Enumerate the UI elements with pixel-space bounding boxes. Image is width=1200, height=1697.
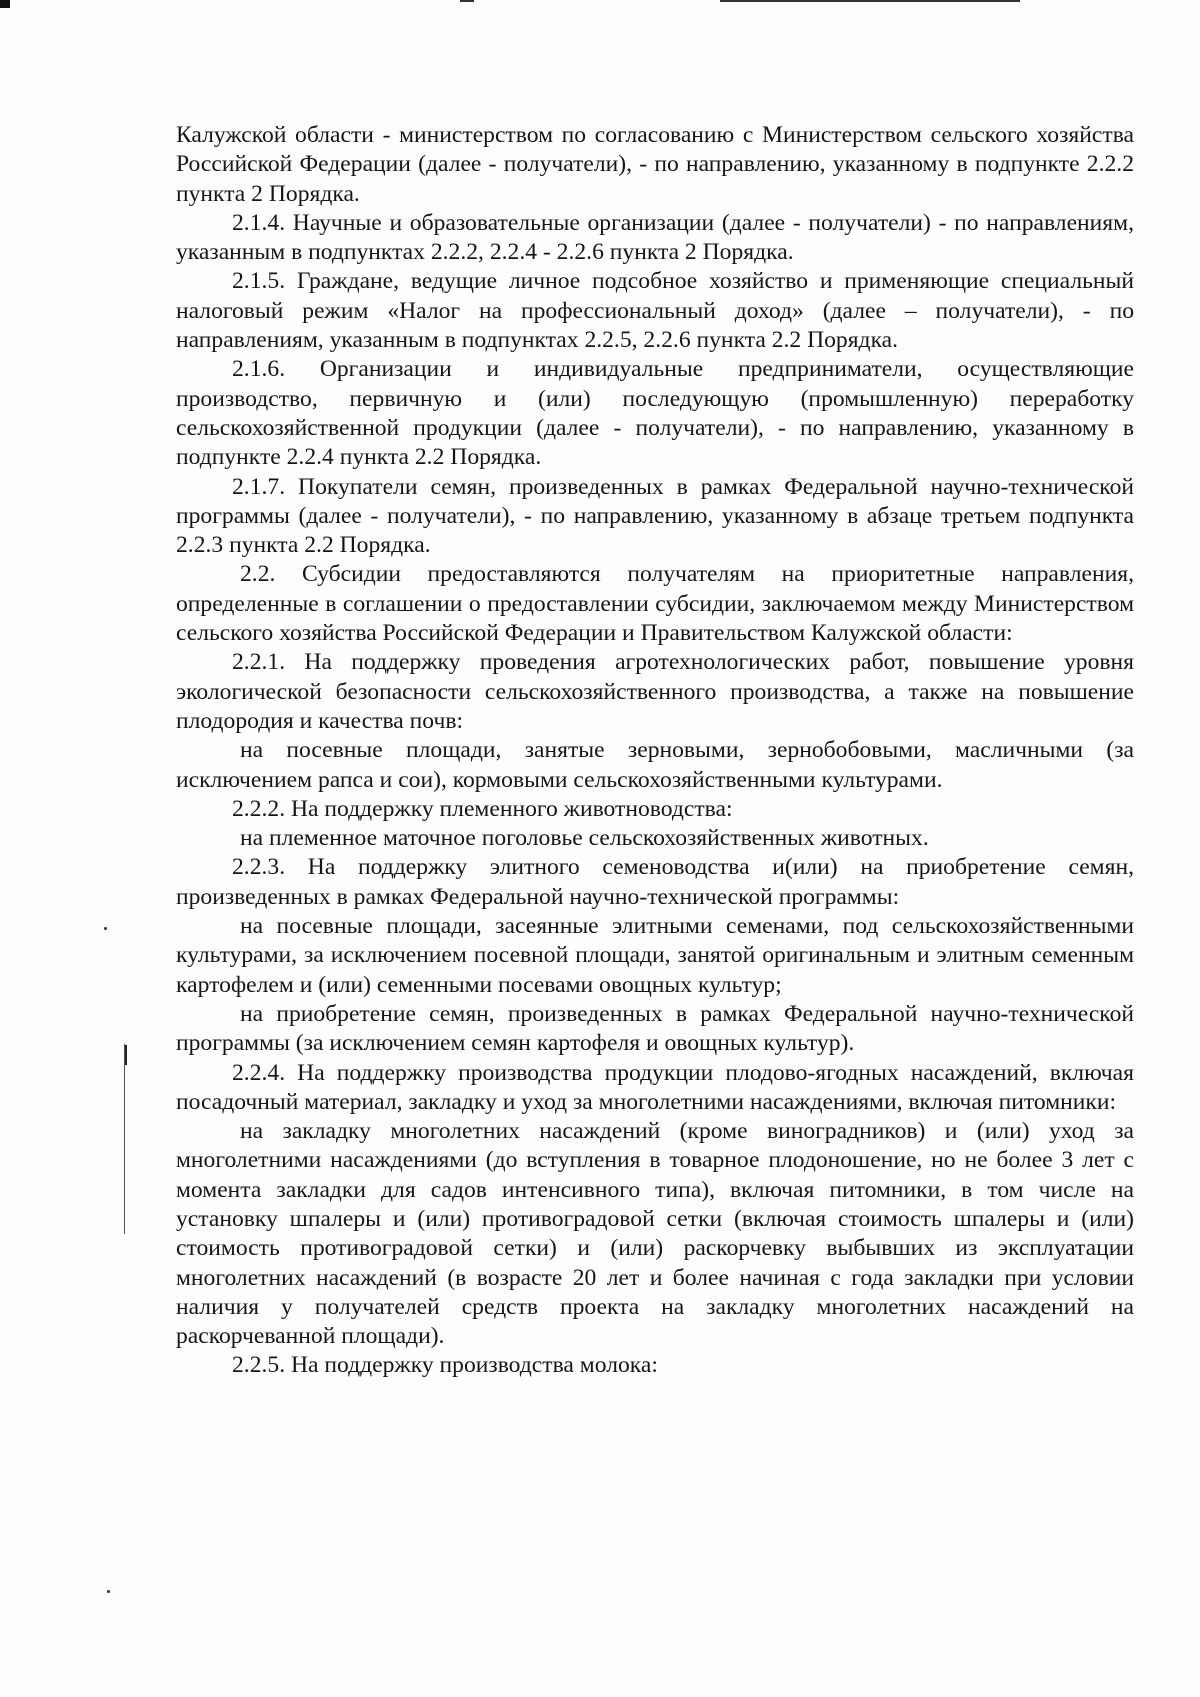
paragraph: на закладку многолетних насаждений (кроме виноградников) и (или) уход за многолетними насаждениями (до вступления в товарное плодоношение, но не более 3 лет с момента закладки для садов интенсивного типа), включая питомники, в том числе на установку шпалеры и (или) противоградовой сетки (включая стоимость шпалеры и (или) стоимость противоградовой сетки) и (или) раскорчевку выбывших из эксплуатации многолетних насаждений (в возрасте 20 лет и более начиная с года закладки при условии наличия у получателей средств проекта на закладку многолетних насаждений на раскорчеванной площади). — [176, 1118, 1134, 1350]
scan-artifact-left-line — [124, 1044, 125, 1234]
paragraph: 2.2.5. На поддержку производства молока: — [232, 1352, 658, 1379]
paragraph: 2.2.3. На поддержку элитного семеноводства и(или) на приобретение семян, произведенных в рамках Федеральной научно-технической программы: — [176, 854, 1134, 910]
paragraph: Калужской области - министерством по согласованию с Министерством сельского хозяйства Российской Федерации (далее - получатели), - по направлению, указанному в подпункте 2.2.2 пункта 2 Порядка. — [176, 122, 1134, 207]
paragraph: 2.1.6. Организации и индивидуальные предприниматели, осуществляющие производство, первичную и (или) последующую (промышленную) переработку сельскохозяйственной продукции (далее - получатели), - по направлению, указанному в подпункте 2.2.4 пункта 2.2 Порядка. — [176, 356, 1134, 471]
scan-artifact-left-tick — [125, 1045, 127, 1065]
paragraph: 2.1.7. Покупатели семян, произведенных в рамках Федеральной научно-технической программы (далее - получатели), - по направлению, указанному в абзаце третьем подпункта 2.2.3 пункта 2.2 Порядка. — [176, 473, 1134, 559]
scan-artifact-dot — [107, 1590, 110, 1593]
document-body — [176, 121, 1134, 1381]
paragraph: 2.1.4. Научные и образовательные организации (далее - получатели) - по направлениям, указанным в подпунктах 2.2.2, 2.2.4 - 2.2.6 пункта 2 Порядка. — [176, 209, 1134, 266]
scan-artifact-top-dash — [460, 0, 474, 2]
scan-artifact-top-line — [720, 0, 1020, 2]
paragraph: на племенное маточное поголовье сельскохозяйственных животных. — [240, 825, 929, 852]
paragraph: 2.2.1. На поддержку проведения агротехнологических работ, повышение уровня экологической безопасности сельскохозяйственного производства, а также на повышение плодородия и качества почв: — [176, 649, 1134, 734]
paragraph: на приобретение семян, произведенных в рамках Федеральной научно-технической программы (за исключением семян картофеля и овощных культур). — [176, 1000, 1134, 1057]
paragraph: 2.2.4. На поддержку производства продукции плодово-ягодных насаждений, включая посадочный материал, закладку и уход за многолетними насаждениями, включая питомники: — [176, 1059, 1134, 1115]
paragraph: на посевные площади, занятые зерновыми, зернобобовыми, масличными (за исключением рапса и сои), кормовыми сельскохозяйственными культурами. — [176, 737, 1134, 793]
scan-artifact-corner — [0, 0, 10, 8]
paragraph: 2.1.5. Граждане, ведущие личное подсобное хозяйство и применяющие специальный налоговый режим «Налог на профессиональный доход» (далее – получатели), - по направлениям, указанным в подпунктах 2.2.5, 2.2.6 пункта 2.2 Порядка. — [176, 268, 1134, 354]
paragraph: 2.2. Субсидии предоставляются получателям на приоритетные направления, определенные в соглашении о предоставлении субсидии, заключаемом между Министерством сельского хозяйства Российской Федерации и Правительством Калужской области: — [176, 561, 1134, 647]
paragraph: на посевные площади, засеянные элитными семенами, под сельскохозяйственными культурами, за исключением посевной площади, занятой оригинальным и элитным семенным картофелем и (или) семенными посевами овощных культур; — [176, 913, 1134, 998]
paragraph: 2.2.2. На поддержку племенного животноводства: — [232, 795, 733, 822]
scan-artifact-dot — [104, 927, 107, 930]
